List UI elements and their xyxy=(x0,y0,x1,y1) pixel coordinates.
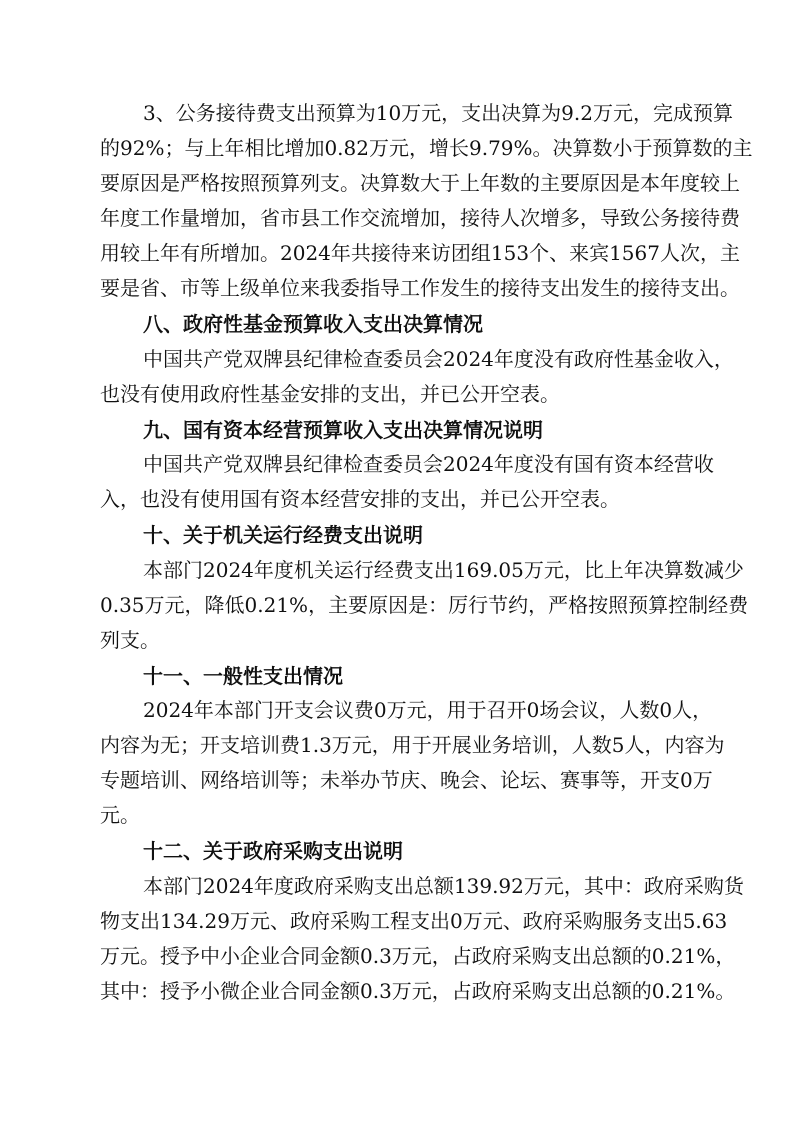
paragraph-line: 入，也没有使用国有资本经营安排的支出，并已公开空表。 xyxy=(100,487,620,511)
paragraph-line: 其中：授予小微企业合同金额0.3万元，占政府采购支出总额的0.21%。 xyxy=(100,978,736,1003)
paragraph-line: 本部门2024年度政府采购支出总额139.92万元，其中：政府采购货 xyxy=(143,873,744,898)
section-heading: 九、国有资本经营预算收入支出决算情况说明 xyxy=(143,417,543,442)
paragraph-line: 要原因是严格按照预算列支。决算数大于上年数的主要原因是本年度较上 xyxy=(100,171,740,195)
paragraph-line: 内容为无；开支培训费1.3万元，用于开展业务培训，人数5人，内容为 xyxy=(100,733,725,757)
paragraph-line: 3、公务接待费支出预算为10万元，支出决算为9.2万元，完成预算 xyxy=(143,101,733,125)
paragraph-line: 也没有使用政府性基金安排的支出，并已公开空表。 xyxy=(100,381,560,406)
paragraph-line: 万元。授予中小企业合同金额0.3万元，占政府采购支出总额的0.21%， xyxy=(100,943,736,968)
paragraph-line: 用较上年有所增加。2024年共接待来访团组153个、来宾1567人次，主 xyxy=(100,241,740,265)
paragraph-line: 物支出134.29万元、政府采购工程支出0万元、政府采购服务支出5.63 xyxy=(100,908,728,933)
paragraph-line: 中国共产党双牌县纪律检查委员会2024年度没有政府性基金收入， xyxy=(143,346,734,371)
section-heading: 八、政府性基金预算收入支出决算情况 xyxy=(143,312,483,336)
paragraph-line: 本部门2024年度机关运行经费支出169.05万元，比上年决算数减少 xyxy=(143,557,744,582)
paragraph-line: 2024年本部门开支会议费0万元，用于召开0场会议，人数0人， xyxy=(143,698,713,722)
paragraph-line: 的92%；与上年相比增加0.82万元，增长9.79%。决算数小于预算数的主 xyxy=(100,136,753,160)
paragraph-line: 0.35万元，降低0.21%，主要原因是：厉行节约，严格按照预算控制经费 xyxy=(100,592,749,617)
section-heading: 十一、一般性支出情况 xyxy=(143,663,343,688)
paragraph-line: 中国共产党双牌县纪律检查委员会2024年度没有国有资本经营收 xyxy=(143,452,714,476)
paragraph-line: 年度工作量增加，省市县工作交流增加，接待人次增多，导致公务接待费 xyxy=(100,206,740,230)
paragraph-line: 专题培训、网络培训等；未举办节庆、晚会、论坛、赛事等，开支0万 xyxy=(100,768,713,792)
paragraph-line: 要是省、市等上级单位来我委指导工作发生的接待支出发生的接待支出。 xyxy=(100,276,740,300)
paragraph-line: 元。 xyxy=(100,803,140,827)
section-heading: 十、关于机关运行经费支出说明 xyxy=(143,523,423,547)
paragraph-line: 列支。 xyxy=(100,627,160,652)
section-heading: 十二、关于政府采购支出说明 xyxy=(143,839,403,863)
